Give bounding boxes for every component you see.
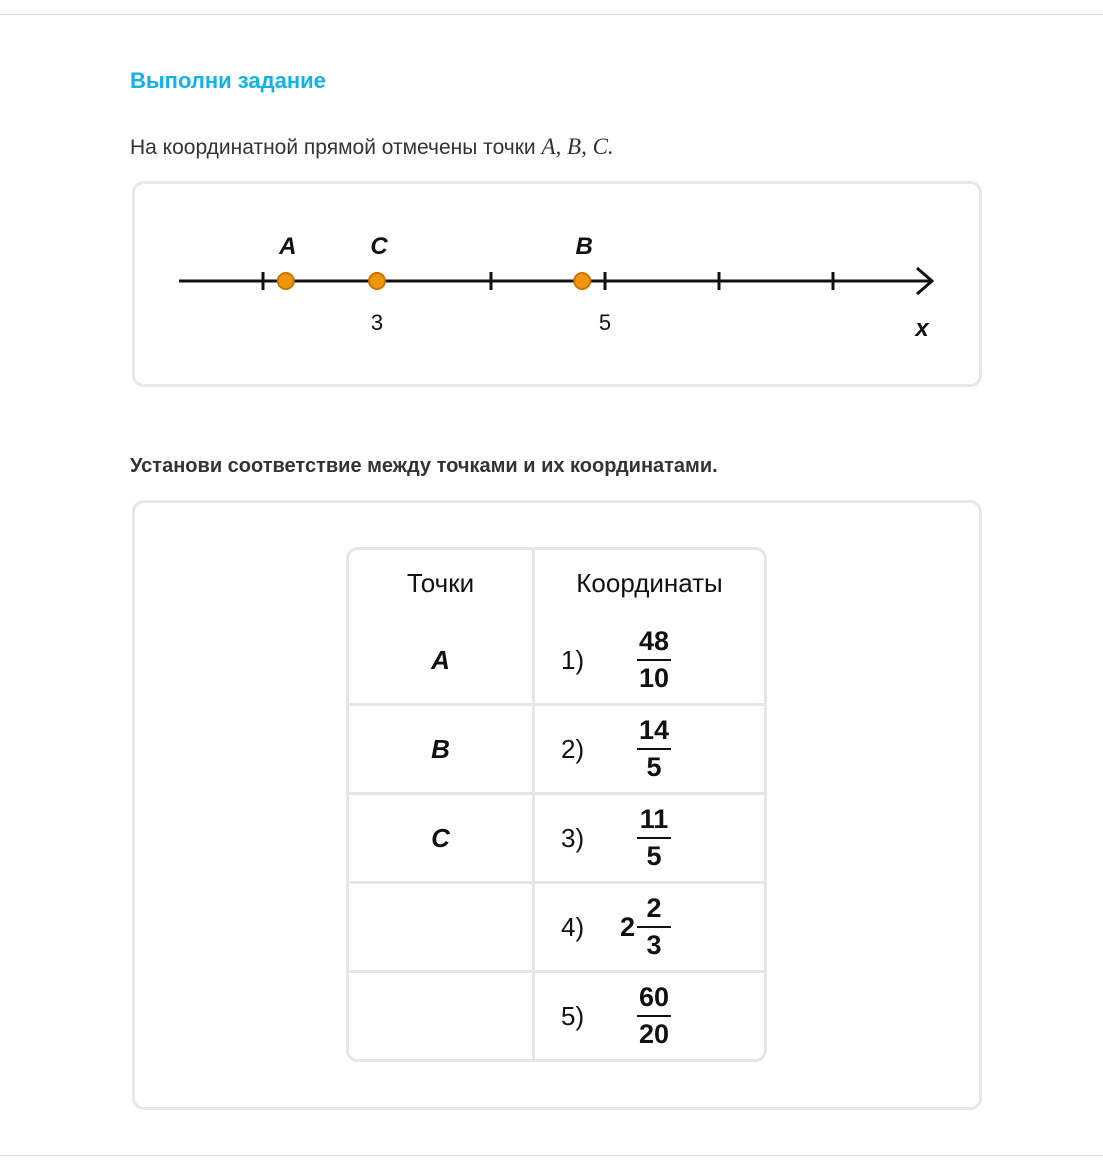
table-row bbox=[349, 706, 764, 795]
denominator: 3 bbox=[646, 930, 662, 960]
option-number: 3) bbox=[561, 822, 585, 853]
point-cell: A bbox=[349, 617, 535, 706]
number-line bbox=[135, 184, 979, 384]
matching-table bbox=[346, 547, 767, 1062]
point-label: B bbox=[575, 233, 593, 260]
point-cell: C bbox=[349, 795, 535, 884]
intro-points: A, B, C. bbox=[541, 134, 614, 159]
table-row bbox=[349, 795, 764, 884]
option-number: 1) bbox=[561, 644, 585, 675]
denominator: 10 bbox=[638, 663, 670, 693]
numerator: 2 bbox=[646, 892, 662, 923]
whole-part: 2 bbox=[619, 911, 635, 942]
fraction-bar bbox=[637, 659, 671, 661]
option-number: 4) bbox=[561, 911, 585, 942]
fraction bbox=[637, 804, 671, 872]
header-points: Точки bbox=[349, 550, 535, 617]
point-marker bbox=[278, 273, 294, 289]
header-coordinates: Координаты bbox=[576, 568, 723, 598]
fraction bbox=[637, 715, 671, 783]
tick-label: 3 bbox=[370, 310, 384, 335]
tick-label: 5 bbox=[598, 310, 612, 335]
coordinate-cell bbox=[535, 706, 764, 795]
numerator: 60 bbox=[638, 981, 670, 1012]
coordinate-cell bbox=[535, 884, 764, 973]
table-row bbox=[349, 973, 764, 1059]
coordinate-cell bbox=[535, 795, 764, 884]
number-line-card bbox=[132, 181, 982, 387]
denominator: 5 bbox=[646, 752, 662, 782]
numerator: 14 bbox=[638, 714, 670, 745]
point-label: C bbox=[370, 233, 388, 260]
point-marker bbox=[369, 273, 385, 289]
point-cell bbox=[349, 973, 535, 1059]
task-intro bbox=[130, 134, 614, 160]
option-number: 5) bbox=[561, 1000, 585, 1031]
fraction-bar bbox=[637, 748, 671, 750]
point-marker bbox=[574, 273, 590, 289]
point-cell: B bbox=[349, 706, 535, 795]
fraction bbox=[637, 982, 671, 1050]
coordinate-cell bbox=[535, 617, 764, 706]
fraction bbox=[637, 626, 671, 694]
point-cell bbox=[349, 884, 535, 973]
table-row bbox=[349, 617, 764, 706]
denominator: 20 bbox=[638, 1019, 670, 1049]
intro-text: На координатной прямой отмечены точки bbox=[130, 136, 542, 159]
point-label: A bbox=[279, 233, 297, 260]
bottom-divider bbox=[0, 1155, 1103, 1156]
coordinate-cell bbox=[535, 973, 764, 1059]
table-row bbox=[349, 884, 764, 973]
fraction bbox=[637, 893, 671, 961]
option-number: 2) bbox=[561, 733, 585, 764]
fraction-bar bbox=[637, 837, 671, 839]
denominator: 5 bbox=[646, 841, 662, 871]
top-divider bbox=[0, 14, 1103, 15]
numerator: 11 bbox=[639, 803, 669, 834]
question-text: Установи соответствие между точками и их координатами. bbox=[130, 455, 718, 477]
axis-label: x bbox=[915, 315, 929, 342]
fraction-bar bbox=[637, 926, 671, 928]
numerator: 48 bbox=[638, 625, 670, 656]
fraction-bar bbox=[637, 1015, 671, 1017]
task-title: Выполни задание bbox=[130, 68, 326, 93]
